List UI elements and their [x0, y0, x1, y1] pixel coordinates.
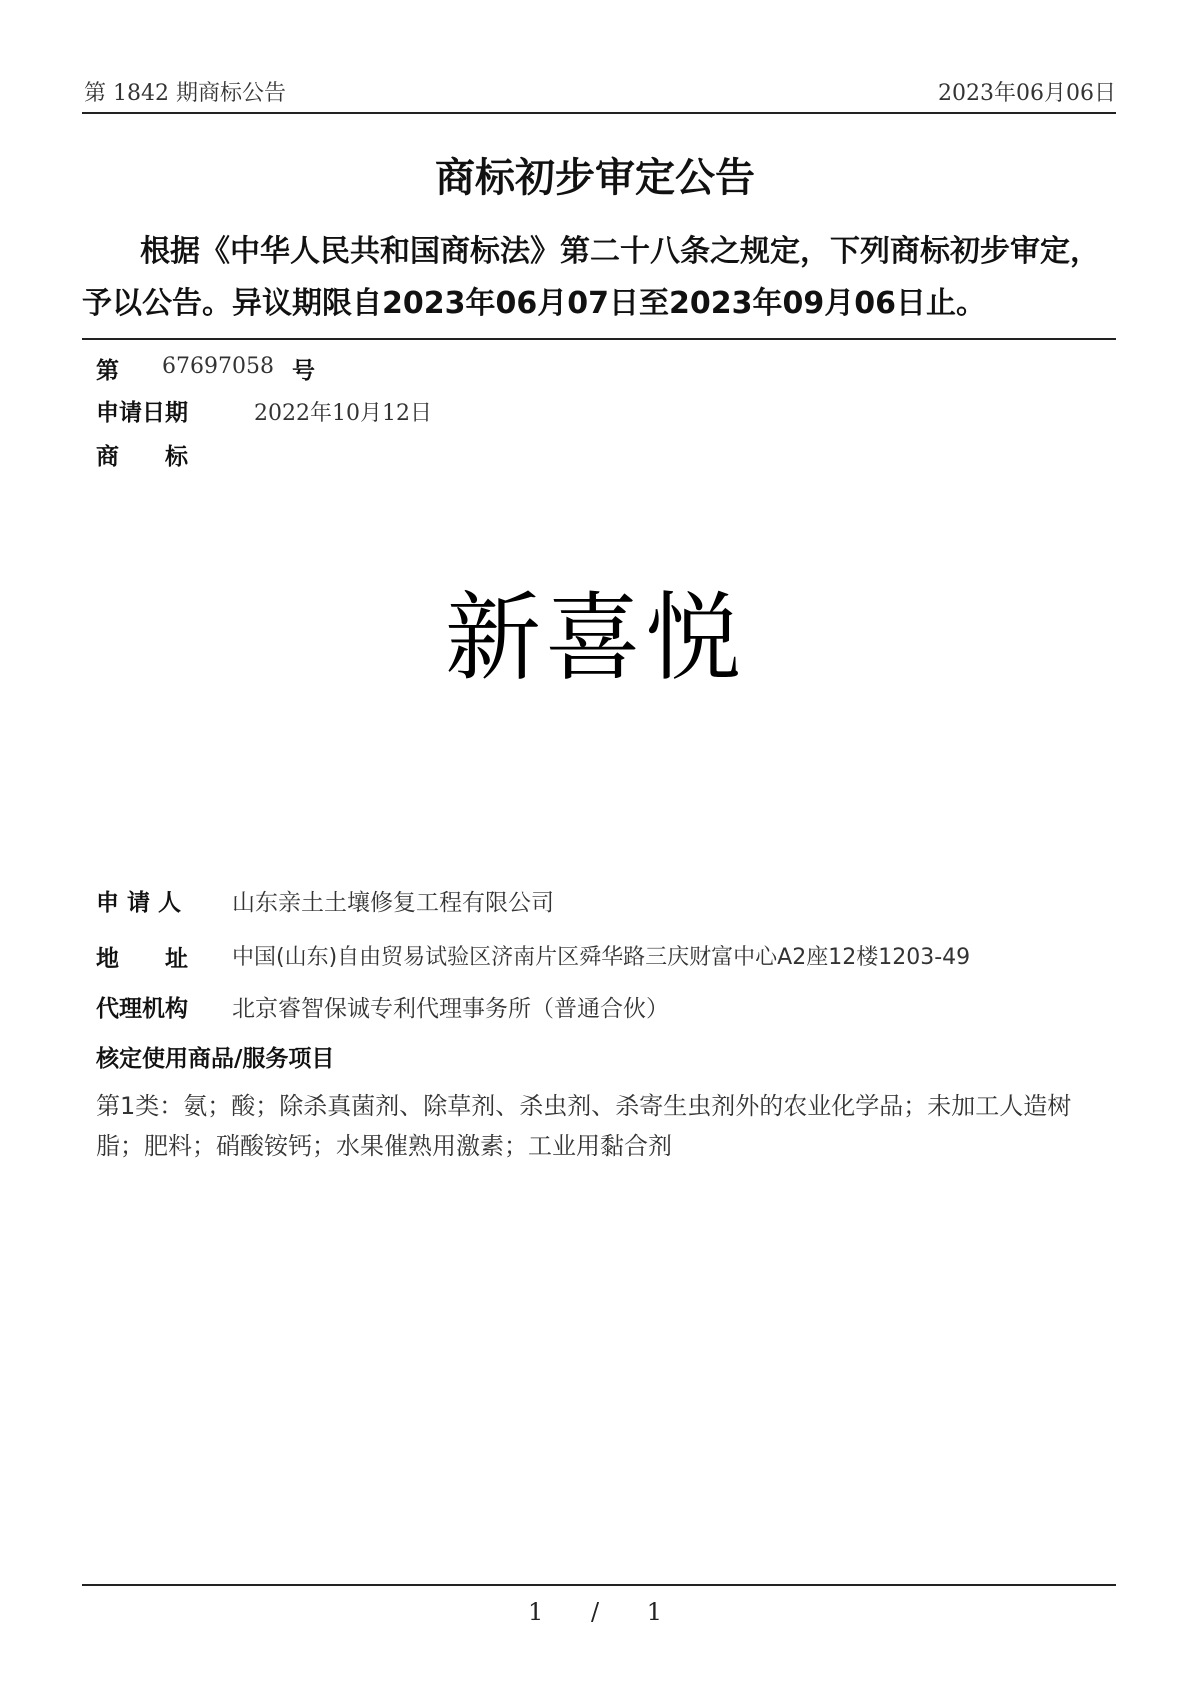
header-date: 2023年06月06日	[938, 81, 1116, 106]
page-current: 1	[528, 1598, 544, 1626]
agent-value: 北京睿智保诚专利代理事务所（普通合伙）	[232, 996, 669, 1022]
header-issue: 第 1842 期商标公告	[84, 81, 286, 106]
address-value: 中国(山东)自由贸易试验区济南片区舜华路三庆财富中心A2座12楼1203-49	[232, 945, 971, 970]
page-number	[0, 1598, 1190, 1626]
header-rule	[82, 112, 1116, 114]
number-label-prefix: 第	[96, 358, 119, 384]
address-label: 地 址	[96, 946, 188, 972]
filing-date-label: 申请日期	[96, 400, 188, 426]
page-title: 商标初步审定公告	[435, 155, 755, 201]
registration-number: 67697058	[162, 354, 274, 379]
page-separator: /	[590, 1598, 600, 1626]
goods-list: 第1类：氨；酸；除杀真菌剂、除草剂、杀虫剂、杀寄生虫剂外的农业化学品；未加工人造树脂；肥料；硝酸铵钙；水果催熟用激素；工业用黏合剂	[96, 1092, 1072, 1160]
number-label-suffix: 号	[292, 358, 315, 384]
trademark-text: 新喜悦	[445, 582, 745, 694]
intro-paragraph: 根据《中华人民共和国商标法》第二十八条之规定，下列商标初步审定，予以公告。异议期限自2023年06月07日至2023年09月06日止。	[82, 234, 1100, 321]
footer-rule	[82, 1584, 1116, 1586]
applicant-label: 申 请 人	[96, 890, 182, 916]
mark-label: 商 标	[96, 444, 188, 470]
goods-label: 核定使用商品/服务项目	[96, 1046, 335, 1072]
agent-label: 代理机构	[96, 996, 188, 1022]
section-rule	[82, 338, 1116, 340]
filing-date: 2022年10月12日	[254, 401, 432, 426]
page-total: 1	[646, 1598, 662, 1626]
applicant-name: 山东亲土土壤修复工程有限公司	[232, 890, 554, 916]
